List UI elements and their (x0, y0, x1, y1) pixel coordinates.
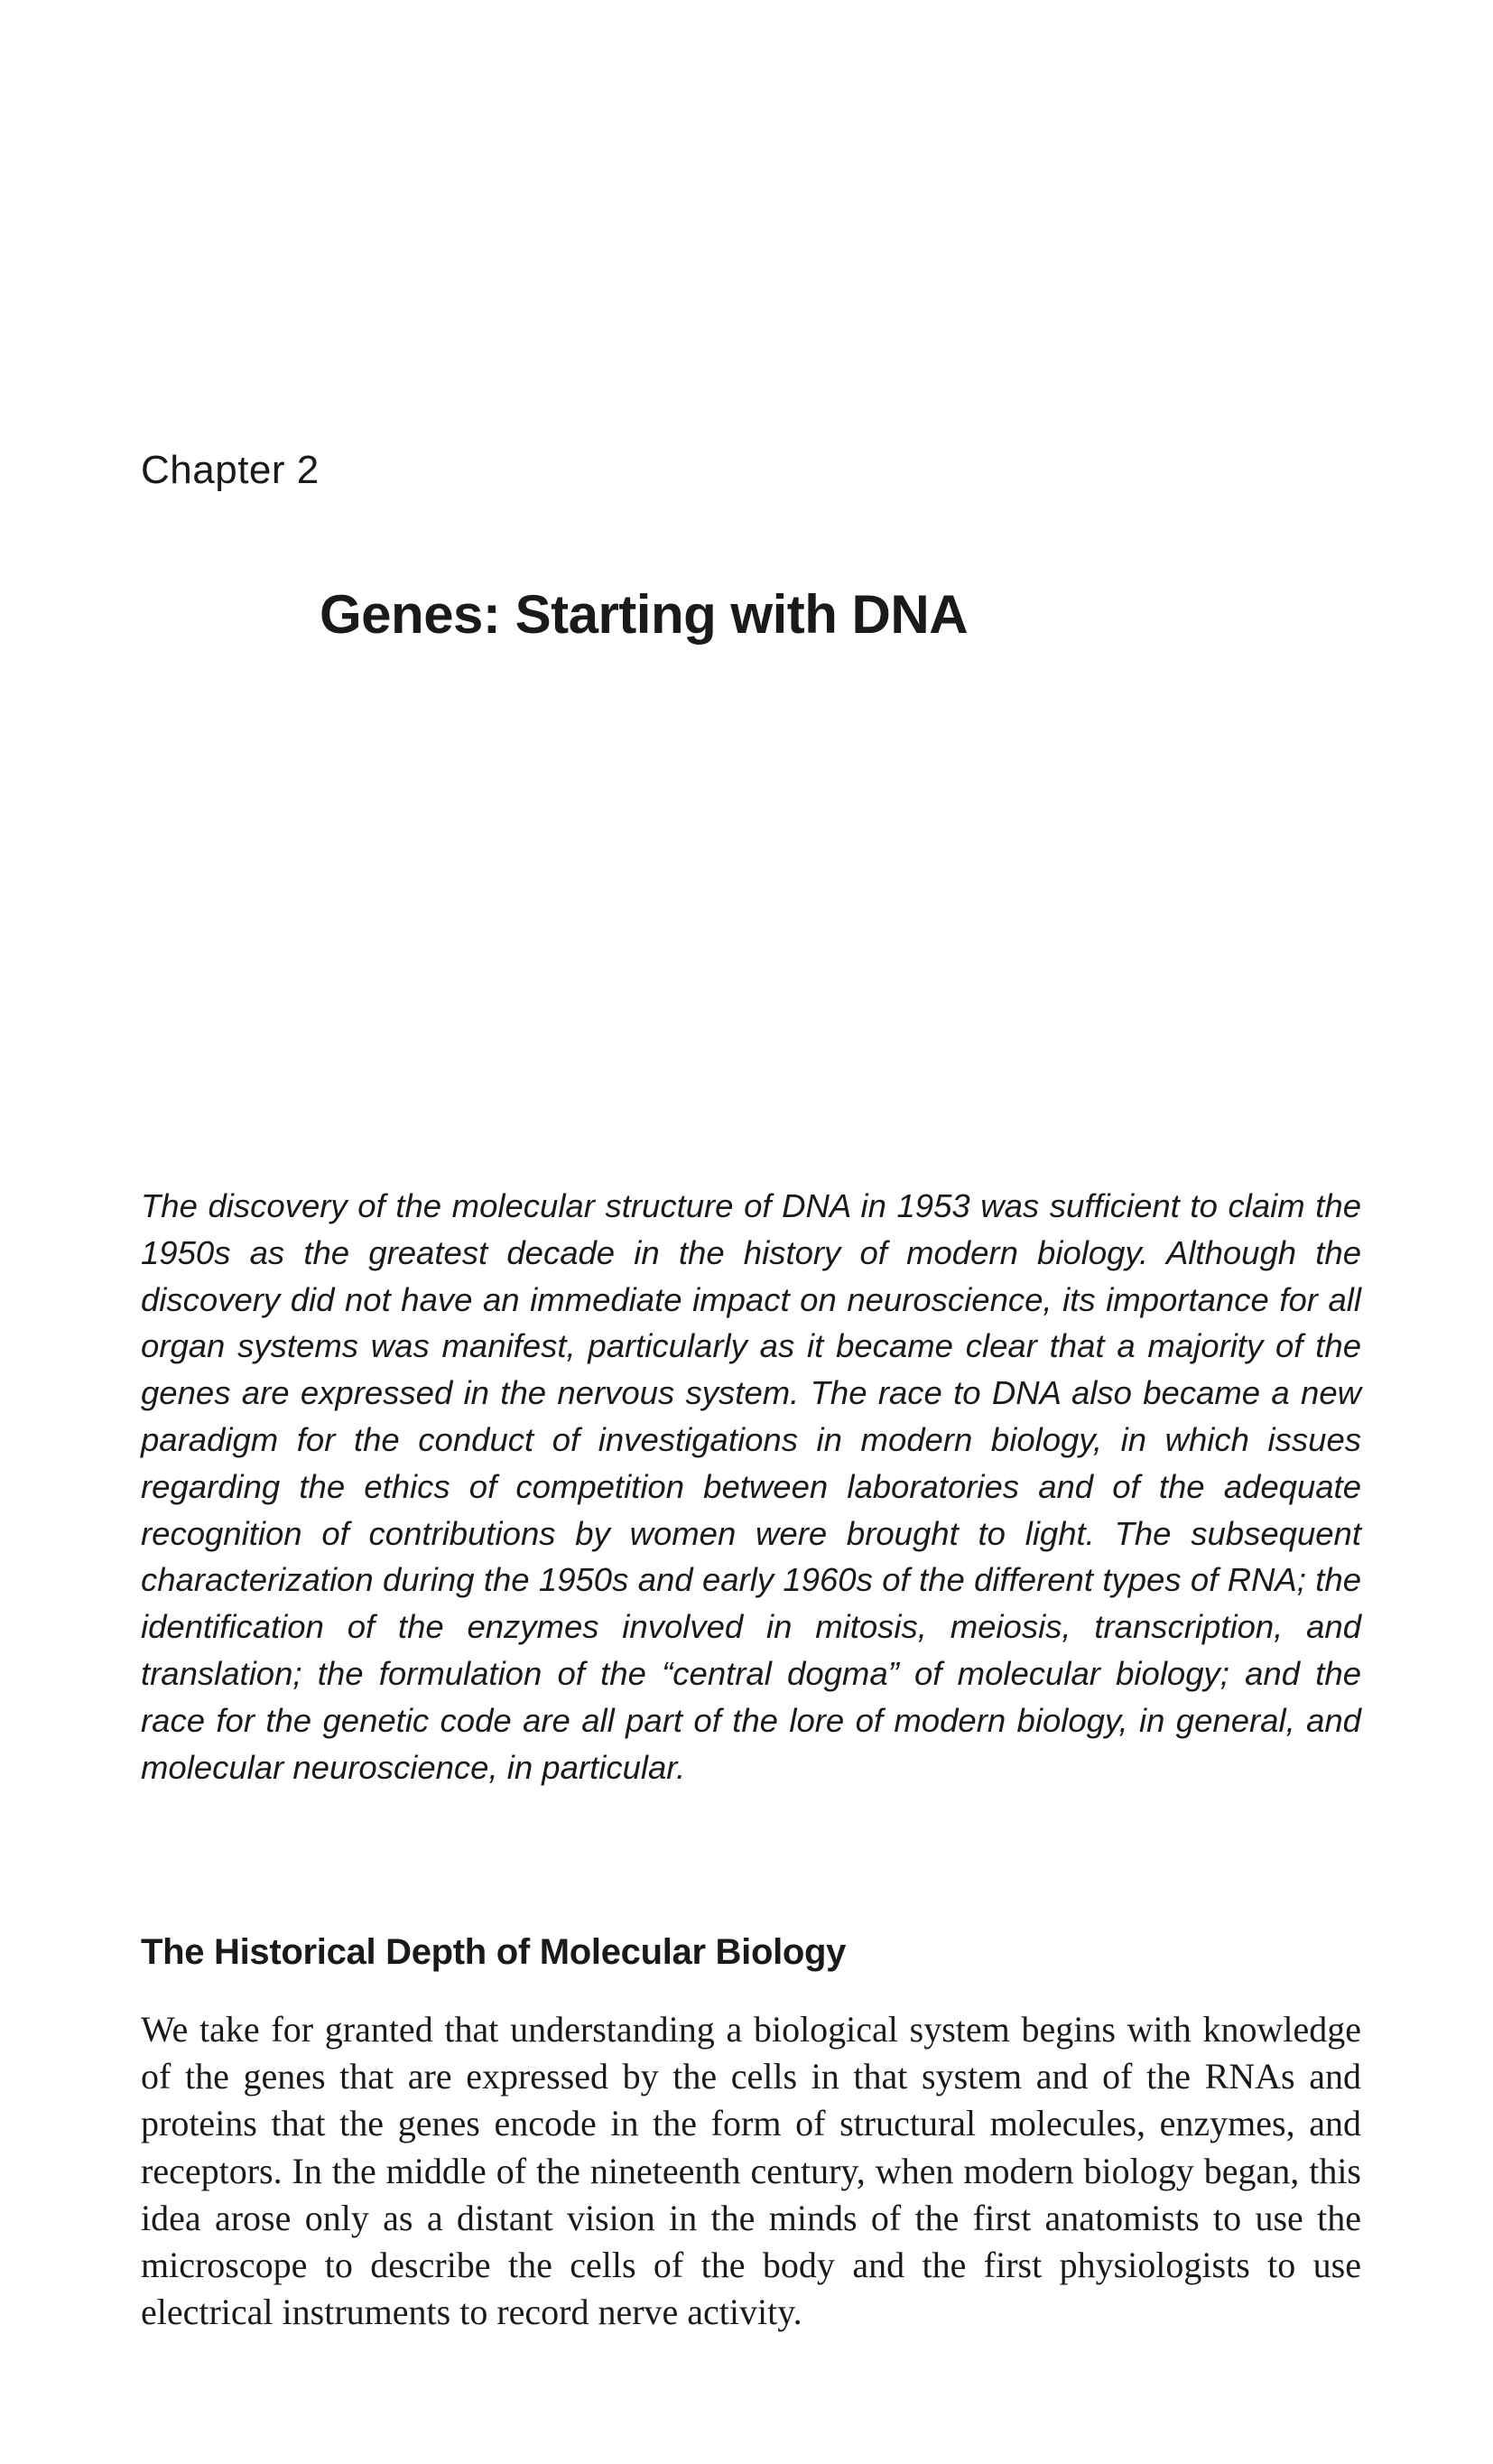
section-paragraph: We take for granted that understanding a biological system begins with knowledge of the genes that are expressed by the cells in that system and of the RNAs and proteins that the genes encode in the form of structural molecules, enzymes, and receptors. In the middle of the nineteenth century, when modern biology began, this idea arose only as a distant vision in the minds of the first anatomists to use the microscope to describe the cells of the body and the first physiologists to use electrical instruments to record nerve activity. (141, 2009, 1361, 2333)
section-heading: The Historical Depth of Molecular Biology (141, 1932, 847, 1972)
chapter-label: Chapter 2 (141, 448, 320, 492)
chapter-title: Genes: Starting with DNA (320, 584, 969, 645)
chapter-abstract: The discovery of the molecular structure of DNA in 1953 was sufficient to claim the 1950s as the greatest decade in the history of modern biology. Although the discovery did not have an immediate impact on neuroscience, its importance for all organ systems was manifest, particularly as it became clear that a majority of the genes are expressed in the nervous system. The race to DNA also became a new paradigm for the conduct of investigations in modern biology, in which issues regarding the ethics of competition between laboratories and of the adequate recognition of contributions by women were brought to light. The subsequent characterization during the 1950s and early 1960s of the different types of RNA; the identification of the enzymes involved in mitosis, meiosis, transcription, and translation; the formulation of the “central dogma” of molecular biology; and the race for the genetic code are all part of the lore of modern biology, in general, and molecular neuroscience, in particular. (141, 1187, 1361, 1786)
